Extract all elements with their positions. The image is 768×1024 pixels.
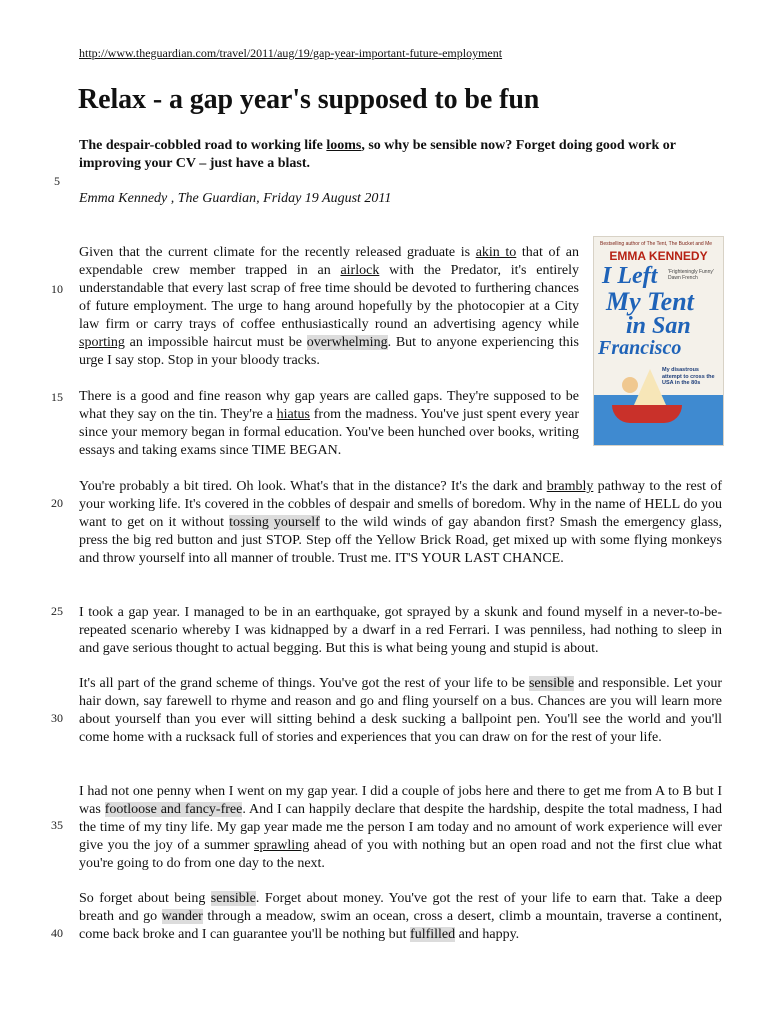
paragraph-text: with the Predator, it's entirely understandable that every last scrap of free time should be devoted to furthering chances of future employment. The urge to hang around hopefully by the photocopier at a City law firm or carry trays of coffee enthusiastically round an advertising agency while xyxy=(79,263,579,332)
cover-quote: 'Frighteningly Funny' Dawn French xyxy=(668,269,714,281)
paragraph-text: So forget about being xyxy=(79,891,211,906)
standfirst xyxy=(79,137,722,173)
cover-title-line: Francisco xyxy=(598,337,682,359)
article-title: Relax - a gap year's supposed to be fun xyxy=(78,84,540,115)
vocab-tossing-yourself: tossing yourself xyxy=(229,515,320,530)
vocab-sensible: sensible xyxy=(528,676,575,691)
paragraph-text: ahead of you with nothing but an open road and not the first clue what you're going to do from one day to the next. xyxy=(79,838,723,871)
vocab-fulfilled: fulfilled xyxy=(410,927,456,942)
paragraph-text: and responsible. Let your hair down, say farewell to rhyme and reason and go and fling yourself on a bus. Chances are you will learn more about yourself than you ever will sitting behind a desk sucking a ballpoint pen. You'll see the world and you'll come home with a rucksack full of stories and experiences that you can draw on for the rest of your life. xyxy=(79,676,722,745)
paragraph-text: Given that the current climate for the recently released graduate is xyxy=(79,245,476,260)
paragraph-5 xyxy=(79,675,722,747)
paragraph-2 xyxy=(79,388,579,460)
standfirst-text: , so why be sensible now? Forget doing good work or improving your CV – just have a blast. xyxy=(79,138,676,171)
cover-boat-illustration xyxy=(612,405,682,423)
cover-sail-illustration xyxy=(634,369,666,405)
book-cover-image xyxy=(593,236,724,446)
paragraph-text: . Forget about money. You've got the rest of your life to earn that. Take a deep breath and go xyxy=(79,891,722,924)
line-number: 30 xyxy=(51,711,63,725)
line-number: 20 xyxy=(51,496,63,510)
vocab-akin-to: akin to xyxy=(475,245,517,260)
cover-title-line: in San xyxy=(626,313,691,339)
line-number: 10 xyxy=(51,282,63,296)
paragraph-text: . And I can happily declare that despite the hardship, despite the total madness, I had the time of my tiny life. My gap year made me the person I am today and no amount of work experience will ever give you the joy of a summer xyxy=(79,802,722,853)
paragraph-4: I took a gap year. I managed to be in an earthquake, got sprayed by a skunk and found myself in a never-to-be-repeated scenario whereby I was kidnapped by a dwarf in a red Ferrari. I was penniless, had nothing to sleep in and gave serious thought to actual begging. But this is what being young and stupid is about. xyxy=(79,605,722,656)
source-url[interactable]: http://www.theguardian.com/travel/2011/aug/19/gap-year-important-future-employment xyxy=(79,46,503,60)
cover-tagline: Bestselling author of The Tent, The Bucket and Me xyxy=(600,241,713,247)
standfirst-text: The despair-cobbled road to working life xyxy=(79,138,327,153)
cover-title-line: My Tent xyxy=(606,287,694,316)
paragraph-text: through a meadow, swim an ocean, cross a desert, climb a mountain, traverse a continent, come back broke and I can guarantee you'll be nothing but xyxy=(79,909,722,942)
paragraph-text: that of an expendable crew member trapped in an xyxy=(79,245,579,278)
line-number: 5 xyxy=(54,174,60,188)
vocab-overwhelming: overwhelming xyxy=(306,335,388,350)
paragraph-text: I had not one penny when I went on my gap year. I did a couple of jobs here and there to get me from A to B but I was xyxy=(79,784,722,817)
vocab-sprawling: sprawling xyxy=(253,838,310,853)
vocab-airlock: airlock xyxy=(340,263,380,278)
cover-author: EMMA KENNEDY xyxy=(609,249,708,263)
vocab-looms: looms xyxy=(326,138,362,153)
paragraph-text: . But to anyone experiencing this urge I say stop. Stop in your bloody tracks. xyxy=(79,335,579,368)
paragraph-text: It's all part of the grand scheme of things. You've got the rest of your life to be xyxy=(79,676,529,691)
paragraph-text: an impossible haircut must be xyxy=(124,335,307,350)
vocab-footloose-and-fancy-free: footloose and fancy-free xyxy=(104,802,243,817)
paragraph-7 xyxy=(79,890,722,944)
paragraph-text: from the madness. You've just spent every year since your memory began in formal education. You've been hunched over books, writing essays and taking exams since TIME BEGAN. xyxy=(79,407,579,458)
cover-person-illustration xyxy=(622,377,638,393)
vocab-wander: wander xyxy=(161,909,203,924)
paragraph-text: There is a good and fine reason why gap years are called gaps. They're supposed to be what they say on the tin. They're a xyxy=(79,389,579,422)
paragraph-1 xyxy=(79,244,579,370)
paragraph-6 xyxy=(79,783,722,873)
line-number: 35 xyxy=(51,818,63,832)
paragraph-3 xyxy=(79,478,722,568)
cover-title-line: I Left xyxy=(602,263,658,289)
cover-subtitle: My disastrous attempt to cross the USA in the 80s xyxy=(662,367,715,386)
paragraph-text: You're probably a bit tired. Oh look. What's that in the distance? It's the dark and xyxy=(79,479,547,494)
line-number: 25 xyxy=(51,604,63,618)
vocab-hiatus: hiatus xyxy=(276,407,311,422)
vocab-brambly: brambly xyxy=(546,479,594,494)
paragraph-text: pathway to the rest of your working life. It's covered in the cobbles of despair and smells of boredom. Why in the name of HELL do you want to get on it without xyxy=(79,479,722,530)
line-number: 40 xyxy=(51,926,63,940)
paragraph-text: to the wild winds of gay abandon first? Smash the emergency glass, press the big red button and just STOP. Step off the Yellow Brick Road, get mixed up with some flying monkeys and throw yourself into all manner of trouble. Trust me. IT'S YOUR LAST CHANCE. xyxy=(79,515,723,566)
paragraph-text: and happy. xyxy=(455,927,520,942)
vocab-sensible: sensible xyxy=(210,891,256,906)
line-number: 15 xyxy=(51,390,63,404)
byline: Emma Kennedy , The Guardian, Friday 19 August 2011 xyxy=(79,191,392,206)
vocab-sporting: sporting xyxy=(79,335,125,350)
